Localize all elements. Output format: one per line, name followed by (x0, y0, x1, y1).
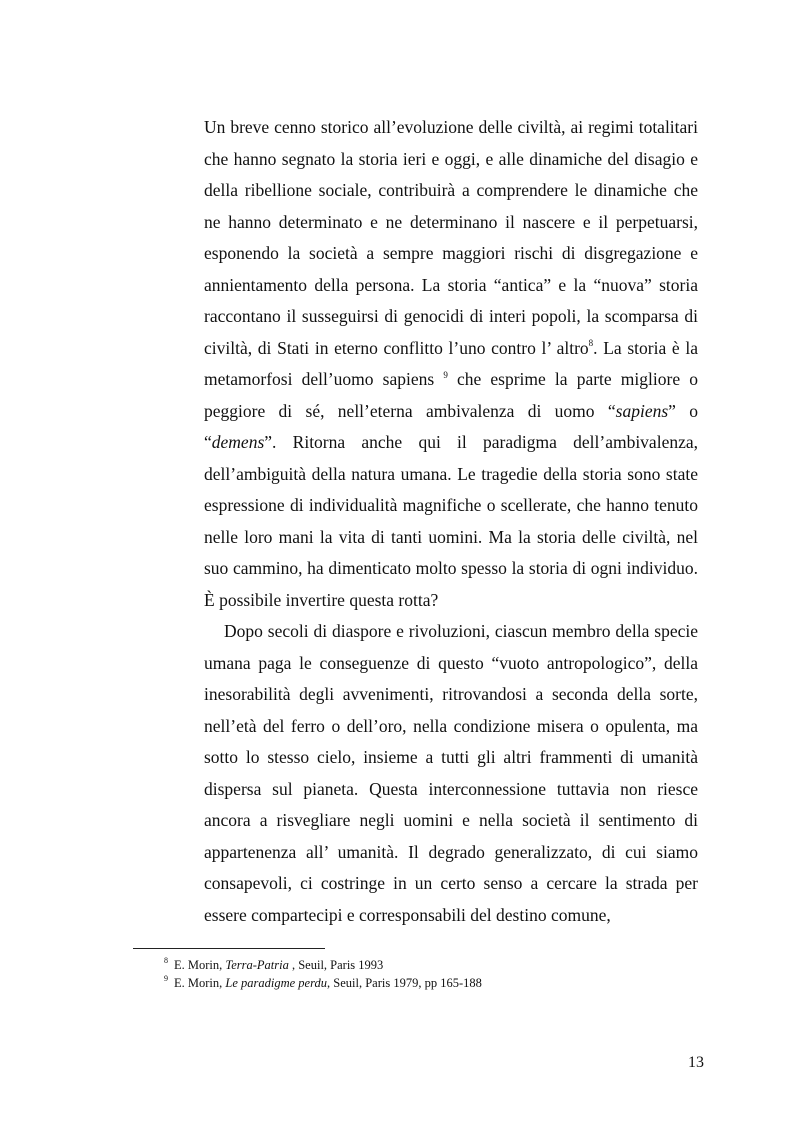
page-number: 13 (688, 1054, 704, 1071)
footnote-publisher: , Seuil, Paris 1979, pp 165-188 (327, 976, 482, 990)
footnote-title: Le paradigme perdu (225, 976, 328, 990)
footnote-author: E. Morin, (174, 976, 226, 990)
footnote-ref-8[interactable]: 8 (588, 338, 594, 349)
footnote-divider (133, 948, 325, 949)
footnote-author: E. Morin, (174, 958, 226, 972)
footnote-title: Terra-Patria (225, 958, 289, 972)
paragraph-2: Dopo secoli di diaspore e rivoluzioni, ciascun membro della specie umana paga le conseguenze di questo “vuoto antropologico”, della inesorabilità degli avvenimenti, ritrovandosi a seconda della sorte, nell’età del ferro o dell’oro, nella condizione misera o opulenta, ma sotto lo stesso cielo, insieme a tutti gli altri frammenti di umanità dispersa sul pianeta. Questa interconnessione tuttavia non riesce ancora a risvegliare negli uomini e nella società il sentimento di appartenenza all’ umanità. Il degrado generalizzato, di cui siamo consapevoli, ci costringe in un certo senso a cercare la strada per essere compartecipi e corresponsabili del destino comune, (204, 621, 698, 925)
footnote-9 (164, 974, 704, 992)
paragraph-1-text-e: ”. Ritorna anche qui il paradigma dell’ambivalenza, dell’ambiguità della natura umana. Le tragedie della storia sono state espressione di individualità magnifiche o scellerate, che hanno tenuto nelle loro mani la vita di tanti uomini. Ma la storia delle civiltà, nel suo cammino, ha dimenticato molto spesso la storia di ogni individuo. È possibile invertire questa rotta? (204, 432, 698, 610)
footnote-8 (164, 956, 704, 974)
paragraph-1-text-c: che esprime la parte migliore o peggiore di sé, nell’eterna ambivalenza di uomo “ (204, 369, 698, 421)
body-text (204, 112, 698, 931)
paragraph-1-text-b: . La storia è la metamorfosi dell’uomo sapiens (204, 337, 699, 389)
paragraph-1-text-d: ” o “ (204, 400, 698, 452)
term-demens: demens (211, 432, 265, 452)
footnote-ref-9[interactable]: 9 (443, 369, 448, 380)
footnote-number: 8 (164, 956, 168, 966)
paragraph-1 (204, 112, 698, 616)
footnote-number: 9 (164, 974, 168, 984)
term-sapiens: sapiens (615, 400, 669, 421)
paragraph-1-text-a: Un breve cenno storico all’evoluzione delle civiltà, ai regimi totalitari che hanno segnato la storia ieri e oggi, e alle dinamiche del disagio e della ribellione sociale, contribuirà a comprendere le dinamiche che ne hanno determinato e ne determinano il nascere e il perpetuarsi, esponendo la società a sempre maggiori rischi di disgregazione e annientamento della persona. La storia “antica” e la “nuova” storia raccontano il susseguirsi di genocidi di interi popoli, la scomparsa di civiltà, di Stati in eterno conflitto l’uno contro l’ altro (204, 117, 698, 358)
footnotes (164, 956, 704, 992)
footnote-publisher: , Seuil, Paris 1993 (288, 958, 384, 972)
